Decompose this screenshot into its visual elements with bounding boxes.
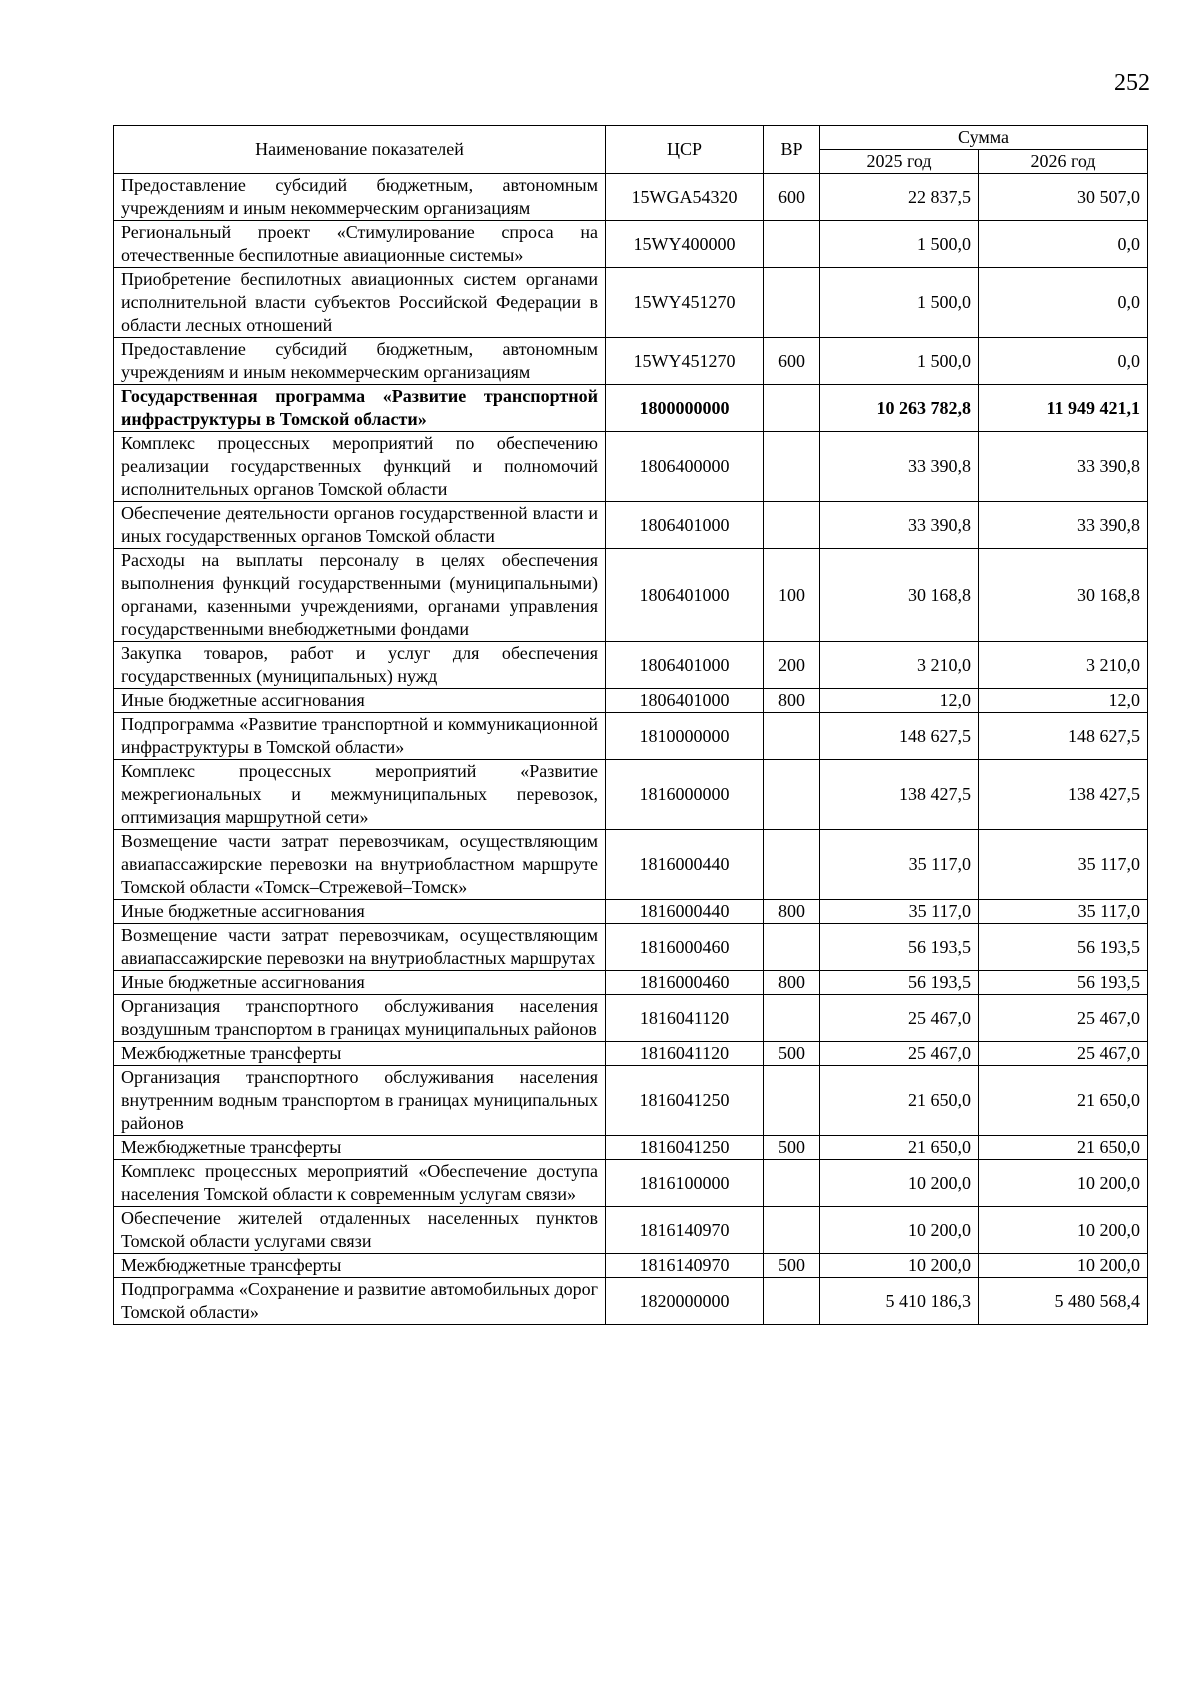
row-vr-cell [764,830,820,900]
row-amount-2025-cell: 25 467,0 [820,995,979,1042]
row-name-cell: Обеспечение жителей отдаленных населенных пунктов Томской области услугами связи [114,1207,606,1254]
row-name-cell: Приобретение беспилотных авиационных систем органами исполнительной власти субъектов Российской Федерации в области лесных отношений [114,268,606,338]
row-name-cell: Региональный проект «Стимулирование спроса на отечественные беспилотные авиационные системы» [114,221,606,268]
budget-table [113,125,1148,1325]
table-row [114,642,1148,689]
row-name-cell: Организация транспортного обслуживания населения внутренним водным транспортом в границах муниципальных районов [114,1066,606,1136]
table-row [114,1278,1148,1325]
row-amount-2026-cell: 21 650,0 [979,1066,1148,1136]
row-amount-2026-cell: 25 467,0 [979,1042,1148,1066]
table-row [114,1042,1148,1066]
row-csr-cell: 1806401000 [606,502,764,549]
header-sum: Сумма [820,126,1148,150]
table-row [114,385,1148,432]
row-vr-cell [764,924,820,971]
row-amount-2026-cell: 11 949 421,1 [979,385,1148,432]
row-csr-cell: 1800000000 [606,385,764,432]
row-amount-2025-cell: 10 200,0 [820,1207,979,1254]
table-row [114,900,1148,924]
row-csr-cell: 1806401000 [606,549,764,642]
row-amount-2025-cell: 22 837,5 [820,174,979,221]
table-row [114,760,1148,830]
row-amount-2025-cell: 12,0 [820,689,979,713]
row-vr-cell: 600 [764,174,820,221]
row-vr-cell [764,502,820,549]
row-amount-2026-cell: 0,0 [979,221,1148,268]
row-amount-2026-cell: 30 168,8 [979,549,1148,642]
row-amount-2025-cell: 56 193,5 [820,971,979,995]
table-row [114,1160,1148,1207]
row-amount-2026-cell: 33 390,8 [979,502,1148,549]
page-number: 252 [1114,70,1150,96]
row-name-cell: Комплекс процессных мероприятий по обеспечению реализации государственных функций и полномочий исполнительных органов Томской области [114,432,606,502]
row-amount-2025-cell: 5 410 186,3 [820,1278,979,1325]
table-row [114,1136,1148,1160]
row-vr-cell: 200 [764,642,820,689]
row-name-cell: Обеспечение деятельности органов государственной власти и иных государственных органов Томской области [114,502,606,549]
row-amount-2026-cell: 35 117,0 [979,830,1148,900]
row-vr-cell [764,432,820,502]
row-csr-cell: 1810000000 [606,713,764,760]
row-vr-cell [764,1066,820,1136]
header-year-2025: 2025 год [820,150,979,174]
row-amount-2026-cell: 5 480 568,4 [979,1278,1148,1325]
row-name-cell: Организация транспортного обслуживания населения воздушным транспортом в границах муниципальных районов [114,995,606,1042]
table-body [114,174,1148,1325]
table-row [114,268,1148,338]
row-csr-cell: 15WGA54320 [606,174,764,221]
row-vr-cell [764,1207,820,1254]
row-amount-2026-cell: 0,0 [979,338,1148,385]
row-amount-2025-cell: 148 627,5 [820,713,979,760]
row-amount-2026-cell: 3 210,0 [979,642,1148,689]
row-csr-cell: 1816000000 [606,760,764,830]
table-row [114,689,1148,713]
row-amount-2026-cell: 56 193,5 [979,924,1148,971]
row-name-cell: Комплекс процессных мероприятий «Обеспечение доступа населения Томской области к современным услугам связи» [114,1160,606,1207]
table-header [114,126,1148,174]
row-csr-cell: 1816000460 [606,924,764,971]
row-name-cell: Предоставление субсидий бюджетным, автономным учреждениям и иным некоммерческим организациям [114,338,606,385]
row-amount-2025-cell: 33 390,8 [820,502,979,549]
row-csr-cell: 1816041120 [606,995,764,1042]
row-name-cell: Государственная программа «Развитие транспортной инфраструктуры в Томской области» [114,385,606,432]
row-amount-2026-cell: 10 200,0 [979,1254,1148,1278]
row-name-cell: Комплекс процессных мероприятий «Развитие межрегиональных и межмуниципальных перевозок, оптимизация маршрутной сети» [114,760,606,830]
row-amount-2026-cell: 35 117,0 [979,900,1148,924]
row-name-cell: Возмещение части затрат перевозчикам, осуществляющим авиапассажирские перевозки на внутриобластных маршрутах [114,924,606,971]
row-name-cell: Иные бюджетные ассигнования [114,689,606,713]
row-amount-2026-cell: 10 200,0 [979,1160,1148,1207]
header-year-2026: 2026 год [979,150,1148,174]
row-vr-cell [764,221,820,268]
table-row [114,338,1148,385]
row-amount-2025-cell: 1 500,0 [820,221,979,268]
row-vr-cell [764,760,820,830]
table-row [114,1254,1148,1278]
row-amount-2025-cell: 35 117,0 [820,830,979,900]
row-amount-2025-cell: 138 427,5 [820,760,979,830]
table-row [114,971,1148,995]
table-row [114,830,1148,900]
row-amount-2026-cell: 10 200,0 [979,1207,1148,1254]
row-amount-2026-cell: 148 627,5 [979,713,1148,760]
row-amount-2025-cell: 21 650,0 [820,1136,979,1160]
row-csr-cell: 1816100000 [606,1160,764,1207]
row-amount-2026-cell: 12,0 [979,689,1148,713]
row-name-cell: Закупка товаров, работ и услуг для обеспечения государственных (муниципальных) нужд [114,642,606,689]
row-name-cell: Возмещение части затрат перевозчикам, осуществляющим авиапассажирские перевозки на внутриобластном маршруте Томской области «Томск–Стрежевой–Томск» [114,830,606,900]
row-name-cell: Межбюджетные трансферты [114,1254,606,1278]
row-csr-cell: 15WY400000 [606,221,764,268]
row-vr-cell: 500 [764,1042,820,1066]
row-amount-2025-cell: 10 200,0 [820,1160,979,1207]
header-csr: ЦСР [606,126,764,174]
row-vr-cell: 800 [764,971,820,995]
row-name-cell: Расходы на выплаты персоналу в целях обеспечения выполнения функций государственными (муниципальными) органами, казенными учреждениями, органами управления государственными внебюджетными фондами [114,549,606,642]
row-vr-cell: 100 [764,549,820,642]
table-row [114,1066,1148,1136]
row-csr-cell: 1806401000 [606,642,764,689]
row-vr-cell [764,1278,820,1325]
row-name-cell: Подпрограмма «Развитие транспортной и коммуникационной инфраструктуры в Томской области» [114,713,606,760]
row-csr-cell: 15WY451270 [606,338,764,385]
table-row [114,549,1148,642]
row-vr-cell [764,268,820,338]
row-csr-cell: 1820000000 [606,1278,764,1325]
table-row [114,995,1148,1042]
row-csr-cell: 1806401000 [606,689,764,713]
table-row [114,174,1148,221]
row-amount-2025-cell: 3 210,0 [820,642,979,689]
row-name-cell: Межбюджетные трансферты [114,1136,606,1160]
table-row [114,221,1148,268]
row-vr-cell: 800 [764,900,820,924]
row-name-cell: Межбюджетные трансферты [114,1042,606,1066]
row-vr-cell [764,385,820,432]
row-csr-cell: 1816000440 [606,830,764,900]
table-row [114,1207,1148,1254]
row-amount-2025-cell: 1 500,0 [820,268,979,338]
table-row [114,502,1148,549]
row-amount-2025-cell: 1 500,0 [820,338,979,385]
table-row [114,924,1148,971]
row-amount-2025-cell: 25 467,0 [820,1042,979,1066]
row-csr-cell: 15WY451270 [606,268,764,338]
row-amount-2026-cell: 21 650,0 [979,1136,1148,1160]
row-vr-cell [764,1160,820,1207]
row-csr-cell: 1806400000 [606,432,764,502]
row-amount-2026-cell: 25 467,0 [979,995,1148,1042]
row-name-cell: Иные бюджетные ассигнования [114,971,606,995]
row-name-cell: Иные бюджетные ассигнования [114,900,606,924]
row-vr-cell: 500 [764,1254,820,1278]
row-vr-cell: 800 [764,689,820,713]
row-vr-cell [764,995,820,1042]
row-csr-cell: 1816041250 [606,1066,764,1136]
row-amount-2025-cell: 35 117,0 [820,900,979,924]
row-vr-cell: 600 [764,338,820,385]
row-amount-2026-cell: 33 390,8 [979,432,1148,502]
table-row [114,432,1148,502]
row-csr-cell: 1816041120 [606,1042,764,1066]
row-vr-cell [764,713,820,760]
row-amount-2025-cell: 33 390,8 [820,432,979,502]
row-amount-2025-cell: 21 650,0 [820,1066,979,1136]
row-amount-2025-cell: 30 168,8 [820,549,979,642]
table-row [114,713,1148,760]
row-csr-cell: 1816000440 [606,900,764,924]
row-csr-cell: 1816000460 [606,971,764,995]
row-name-cell: Подпрограмма «Сохранение и развитие автомобильных дорог Томской области» [114,1278,606,1325]
row-amount-2026-cell: 0,0 [979,268,1148,338]
row-csr-cell: 1816140970 [606,1254,764,1278]
row-amount-2026-cell: 56 193,5 [979,971,1148,995]
row-amount-2026-cell: 30 507,0 [979,174,1148,221]
row-amount-2025-cell: 10 263 782,8 [820,385,979,432]
header-vr: ВР [764,126,820,174]
row-name-cell: Предоставление субсидий бюджетным, автономным учреждениям и иным некоммерческим организациям [114,174,606,221]
row-csr-cell: 1816140970 [606,1207,764,1254]
row-amount-2025-cell: 56 193,5 [820,924,979,971]
row-amount-2026-cell: 138 427,5 [979,760,1148,830]
header-name: Наименование показателей [114,126,606,174]
row-vr-cell: 500 [764,1136,820,1160]
row-csr-cell: 1816041250 [606,1136,764,1160]
row-amount-2025-cell: 10 200,0 [820,1254,979,1278]
